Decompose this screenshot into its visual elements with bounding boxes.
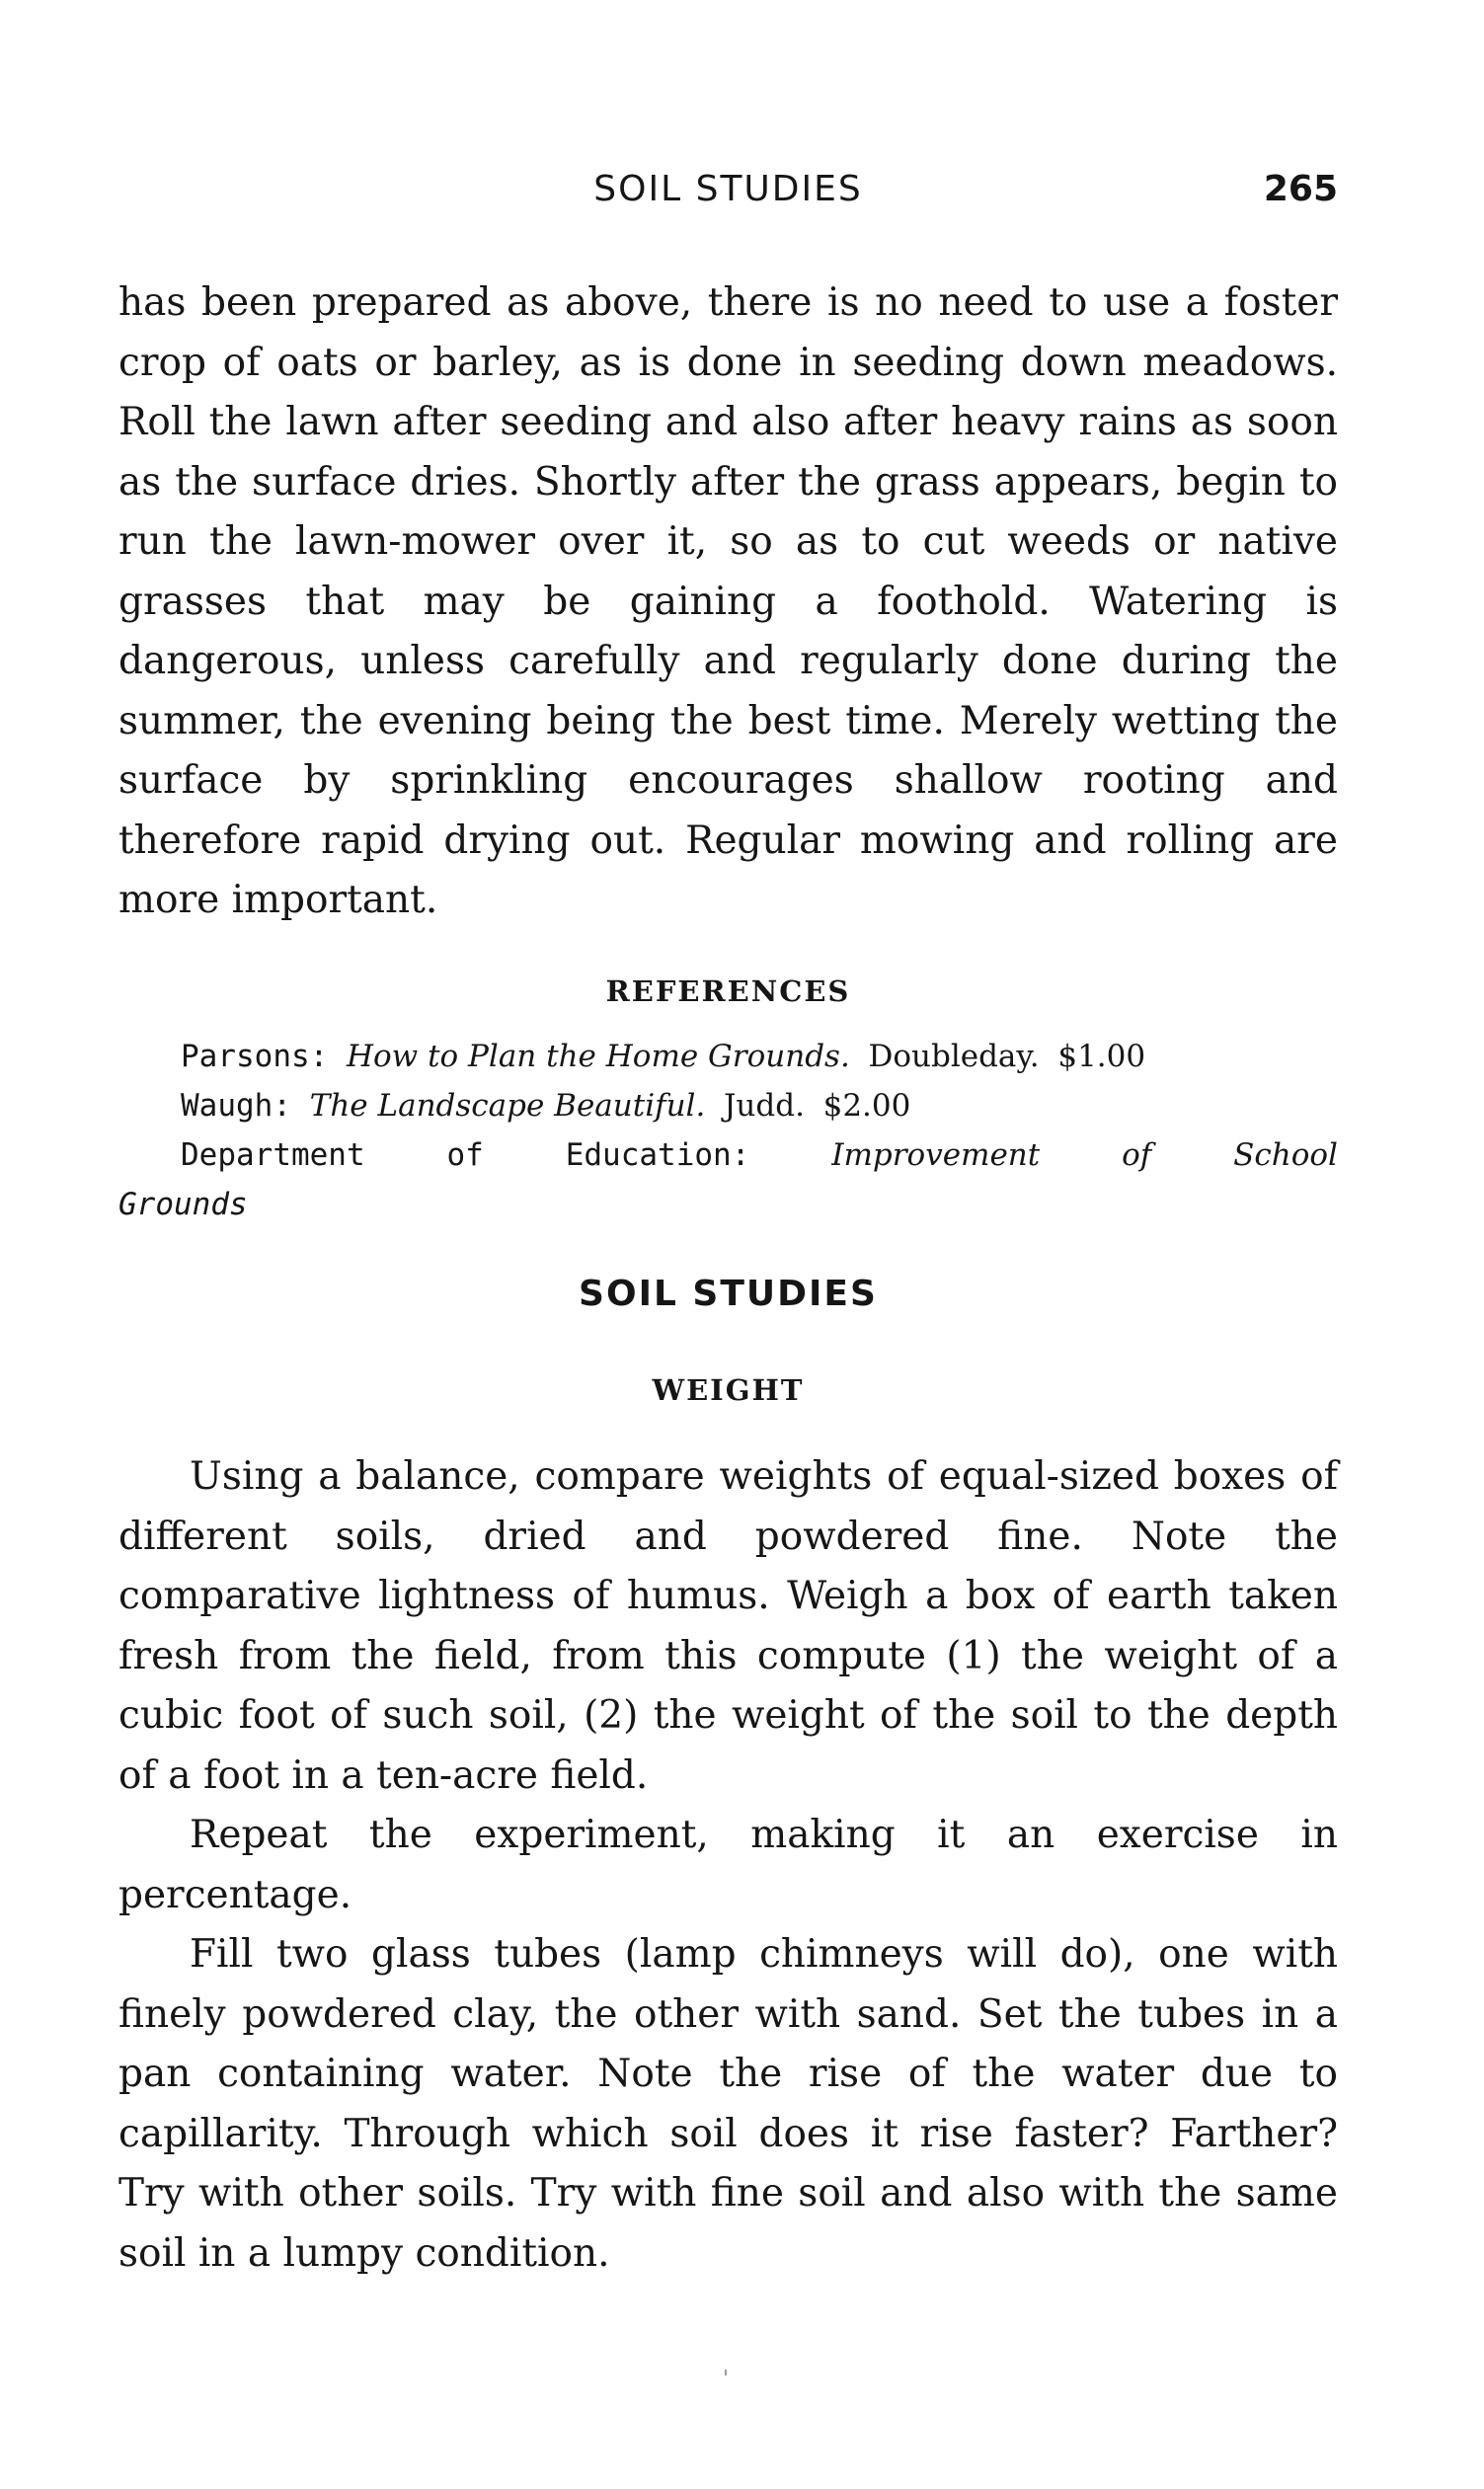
- section-subtitle: WEIGHT: [652, 1373, 805, 1407]
- book-page: [118, 0, 1338, 2489]
- reference-price: $2.00: [822, 1088, 911, 1124]
- intro-paragraph: has been prepared as above, there is no need to use a foster crop of oats or barley, as is done in seeding down meadows. Roll the lawn after seeding and also after heavy rains as soon as the surface dries. Shortly after the grass appears, begin to run the lawn-mower over it, so as to cut weeds or native grasses that may be gaining a foothold. Watering is dangerous, unless carefully and regularly done during the summer, the evening being the best time. Merely wetting the surface by sprinkling encourages shallow rooting and therefore rapid drying out. Regular mowing and rolling are more important.: [118, 280, 1338, 922]
- reference-item: [118, 1081, 1338, 1130]
- running-head: [118, 164, 1338, 215]
- page-number: 265: [1263, 169, 1338, 209]
- intro-text: [118, 273, 1338, 931]
- reference-author-part: Education:: [565, 1137, 750, 1173]
- section-paragraph: Repeat the experiment, making it an exercise in percentage.: [118, 1813, 1338, 1917]
- reference-price: $1.00: [1057, 1039, 1146, 1074]
- reference-item: [118, 1130, 1338, 1180]
- references-heading: REFERENCES: [605, 974, 851, 1008]
- reference-title-part: Improvement: [831, 1137, 1041, 1173]
- reference-author-part: of: [446, 1137, 484, 1173]
- reference-author: Waugh:: [181, 1088, 291, 1124]
- reference-title-part: of: [1122, 1137, 1152, 1173]
- section-paragraph: Using a balance, compare weights of equal-sized boxes of different soils, dried and powdered fine. Note the comparative lightness of humus. Weigh a box of earth taken fresh from the field, from this compute (1) the weight of a cubic foot of such soil, (2) the weight of the soil to the depth of a foot in a ten-acre field.: [118, 1454, 1338, 1798]
- reference-title-continued: Grounds: [118, 1187, 248, 1222]
- reference-author: Parsons:: [181, 1039, 329, 1074]
- reference-title: The Landscape Beautiful.: [309, 1088, 706, 1124]
- section-paragraph: Fill two glass tubes (lamp chimneys will do), one with finely powdered clay, the other with sand. Set the tubes in a pan containing water. Note the rise of the water due to capillarity. Through which soil does it rise faster? Farther? Try with other soils. Try with fine soil and also with the same soil in a lumpy condition.: [118, 1932, 1338, 2276]
- reference-item: [118, 1032, 1338, 1081]
- section-body: [118, 1447, 1338, 2284]
- reference-title: How to Plan the Home Grounds.: [346, 1039, 850, 1074]
- section-title: SOIL STUDIES: [579, 1274, 878, 1314]
- reference-author: Department: [181, 1137, 365, 1173]
- reference-title-part: School: [1233, 1137, 1338, 1173]
- references-list: [118, 1032, 1338, 1229]
- reference-publisher: Doubleday.: [868, 1039, 1040, 1074]
- running-title: SOIL STUDIES: [593, 169, 863, 209]
- print-speck: [725, 2370, 727, 2375]
- reference-publisher: Judd.: [724, 1088, 805, 1124]
